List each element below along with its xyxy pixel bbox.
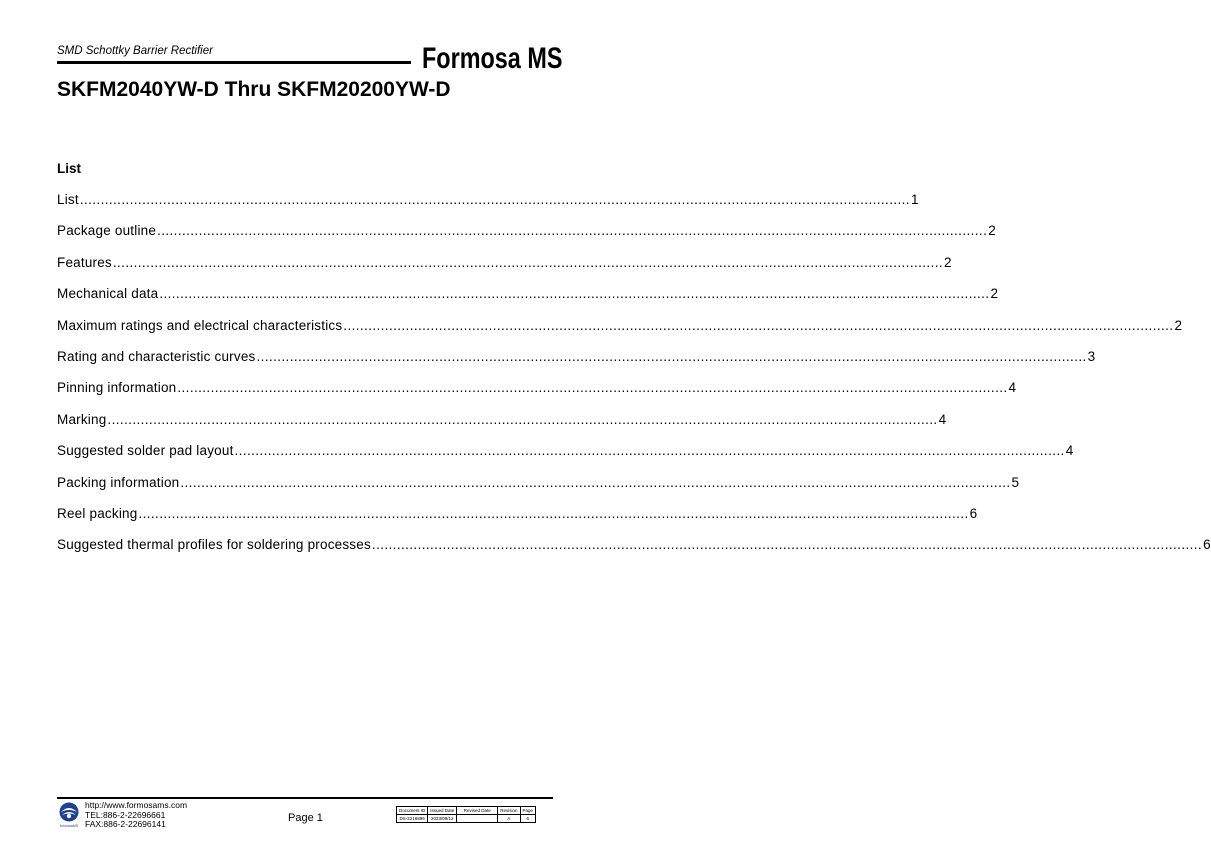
toc-leader: ........................................................................................................................................................................................................ [112,254,944,270]
table-cell: 6 [520,815,536,823]
toc-leader: ........................................................................................................................................................................................................ [180,474,1011,490]
table-row [397,807,536,815]
toc-label: Pinning information [57,380,177,396]
toc-label: Features [57,254,112,270]
toc-entry[interactable] [57,537,1211,568]
toc-entry[interactable] [57,223,996,254]
toc-page-number: 4 [938,411,947,427]
document-info-table [396,806,536,823]
toc-page-number: 6 [969,505,978,521]
table-row [397,815,536,823]
toc-entry[interactable] [57,286,999,317]
table-of-contents [57,192,1211,569]
table-header-cell: Revision [498,807,520,815]
toc-label: Marking [57,411,107,427]
toc-entry[interactable] [57,474,1020,506]
toc-label: Suggested thermal profiles for soldering processes [57,537,371,553]
toc-leader: ........................................................................................................................................................................................................ [234,443,1065,459]
table-header-cell: Revised Date [457,807,498,815]
toc-page-number: 2 [988,223,996,239]
svg-text:formosaMS: formosaMS [59,824,79,828]
toc-label: Maximum ratings and electrical characteristics [57,317,343,333]
toc-label: Rating and characteristic curves [57,348,256,364]
toc-entry[interactable] [57,380,1017,411]
table-header-cell: Issued Date [428,807,457,815]
toc-label: Reel packing [57,505,138,521]
toc-page-number: 2 [944,254,952,270]
toc-entry[interactable] [57,317,1183,349]
toc-page-number: 1 [910,192,919,207]
toc-page-number: 2 [990,286,999,302]
toc-entry[interactable] [57,254,952,286]
table-cell: 2023/09/12 [428,815,457,823]
toc-page-number: 4 [1008,380,1017,396]
page-number: Page 1 [288,812,323,824]
table-header-cell: Document ID [397,807,428,815]
toc-page-number: 4 [1065,443,1074,459]
toc-page-number: 3 [1087,348,1096,364]
website-link[interactable]: http://www.formosams.com [85,800,188,810]
footer-rule [57,797,553,799]
toc-entry[interactable] [57,505,978,537]
telephone: TEL:886-2-22696661 [85,809,166,820]
table-header-cell: Page [520,807,536,815]
toc-label: Suggested solder pad layout [57,443,234,459]
toc-leader: ........................................................................................................................................................................................................ [343,317,1174,333]
toc-leader: ........................................................................................................................................................................................................ [256,348,1087,364]
page-title: SKFM2040YW-D Thru SKFM20200YW-D [57,78,451,101]
toc-leader: ........................................................................................................................................................................................................ [159,286,990,302]
document-subtitle: SMD Schottky Barrier Rectifier [57,45,213,57]
list-heading: List [57,161,82,176]
toc-label: Packing information [57,474,180,490]
toc-leader: ........................................................................................................................................................................................................ [177,380,1008,396]
toc-page-number: 6 [1203,537,1211,553]
header-rule [57,61,411,64]
table-cell [457,815,498,823]
toc-label: Mechanical data [57,286,159,302]
toc-entry[interactable] [57,443,1074,474]
contact-info [85,801,187,830]
toc-entry[interactable] [57,192,919,223]
toc-leader: ........................................................................................................................................................................................................ [79,192,910,207]
toc-label: Package outline [57,223,157,239]
company-logo-icon [57,802,81,828]
toc-entry[interactable] [57,411,947,443]
toc-entry[interactable] [57,348,1096,380]
toc-page-number: 5 [1011,474,1020,490]
toc-page-number: 2 [1174,317,1183,333]
table-cell: A [498,815,520,823]
fax: FAX:886-2-22696141 [85,819,166,829]
table-cell: DS-2216896 [397,815,428,823]
toc-leader: ........................................................................................................................................................................................................ [157,223,988,239]
brand-logo-text: Formosa MS [422,42,563,75]
toc-leader: ........................................................................................................................................................................................................ [107,411,938,427]
toc-label: List [57,192,79,207]
toc-leader: ........................................................................................................................................................................................................ [138,505,969,521]
toc-leader: ........................................................................................................................................................................................................ [371,537,1203,553]
